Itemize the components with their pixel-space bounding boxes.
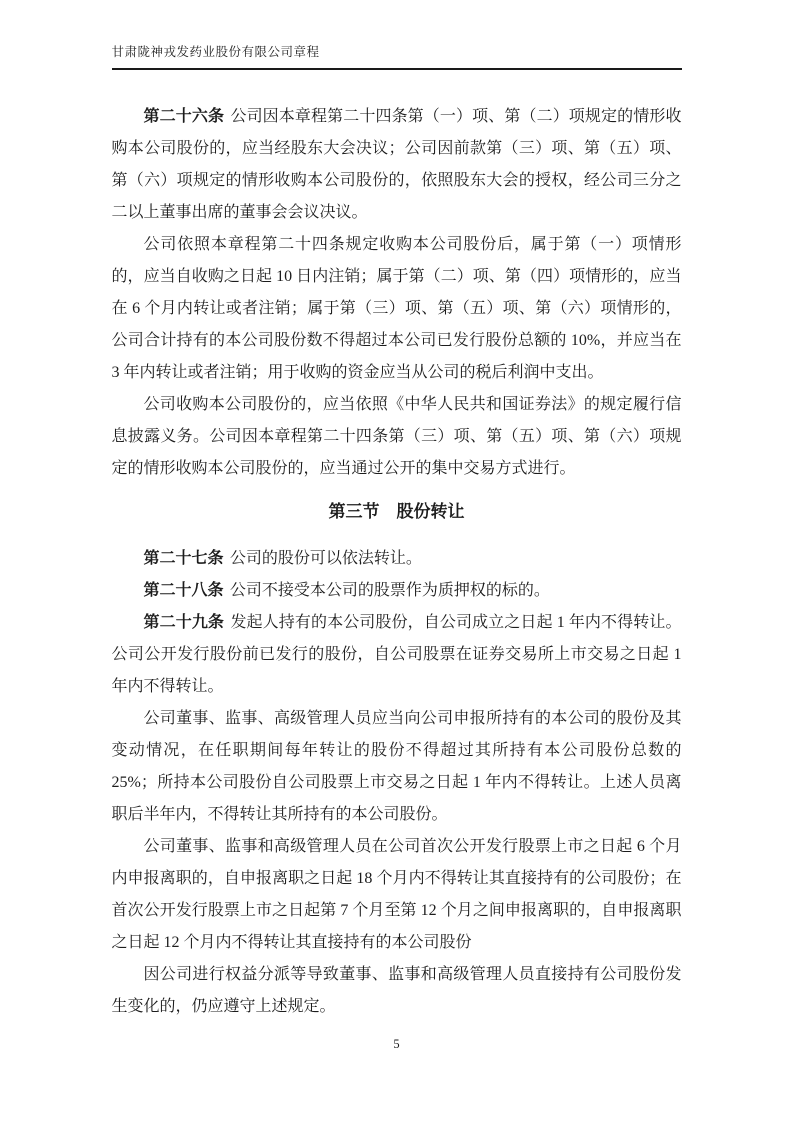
paragraph-ipo-resignation-lockup: 公司董事、监事和高级管理人员在公司首次公开发行股票上市之日起 6 个月内申报离职的，自申报离职之日起 18 个月内不得转让其直接持有的公司股份；在首次公开发行股票上市之日起第 7 个月至第 12 个月之间申报离职的，自申报离职之日起 12 个月内不得转让其直接持有的本公司股份 <box>111 838 682 951</box>
document-page <box>112 0 682 1023</box>
article-26-text: 公司因本章程第二十四条第（一）项、第（二）项规定的情形收购本公司股份的，应当经股东大会决议；公司因前款第（三）项、第（五）项、第（六）项规定的情形收购本公司股份的，依照股东大会的授权，经公司三分之二以上董事出席的董事会会议决议。 <box>111 108 682 221</box>
paragraph-article-29 <box>112 607 682 703</box>
article-29-text: 发起人持有的本公司股份，自公司成立之日起 1 年内不得转让。公司公开发行股份前已发行的股份，自公司股票在证券交易所上市交易之日起 1 年内不得转让。 <box>111 614 682 695</box>
paragraph-repurchase-handling: 公司依照本章程第二十四条规定收购本公司股份后，属于第（一）项情形的，应当自收购之日起 10 日内注销；属于第（二）项、第（四）项情形的，应当在 6 个月内转让或者注销；属于第（三）项、第（五）项、第（六）项情形的，公司合计持有的本公司股份数不得超过本公司已发行股份总额的 10%，并应当在 3 年内转让或者注销；用于收购的资金应当从公司的税后利润中支出。 <box>111 236 682 381</box>
article-28-number: 第二十八条 <box>143 582 224 599</box>
document-body <box>112 101 682 1023</box>
document-title: 甘肃陇神戎发药业股份有限公司章程 <box>112 44 682 70</box>
article-27-number: 第二十七条 <box>143 550 224 567</box>
article-28-text: 公司不接受本公司的股票作为质押权的标的。 <box>229 582 550 599</box>
paragraph-article-27 <box>112 543 682 575</box>
paragraph-article-28 <box>112 575 682 607</box>
section-heading-share-transfer: 第三节 股份转让 <box>328 502 465 521</box>
paragraph-disclosure-obligation: 公司收购本公司股份的，应当依照《中华人民共和国证券法》的规定履行信息披露义务。公司因本章程第二十四条第（三）项、第（五）项、第（六）项规定的情形收购本公司股份的，应当通过公开的集中交易方式进行。 <box>111 396 682 477</box>
article-27-text: 公司的股份可以依法转让。 <box>229 550 422 567</box>
article-29-number: 第二十九条 <box>143 614 225 631</box>
page-number: 5 <box>393 1037 400 1051</box>
article-26-number: 第二十六条 <box>143 108 225 125</box>
page-footer <box>0 1036 793 1052</box>
paragraph-director-shareholding-rules: 公司董事、监事、高级管理人员应当向公司申报所持有的本公司的股份及其变动情况，在任职期间每年转让的股份不得超过其所持有本公司股份总数的 25%；所持本公司股份自公司股票上市交易之日起 1 年内不得转让。上述人员离职后半年内，不得转让其所持有的本公司股份。 <box>111 710 682 823</box>
paragraph-article-26 <box>112 101 682 229</box>
page-header <box>112 0 682 70</box>
paragraph-equity-distribution-rule: 因公司进行权益分派等导致董事、监事和高级管理人员直接持有公司股份发生变化的，仍应遵守上述规定。 <box>111 966 682 1015</box>
